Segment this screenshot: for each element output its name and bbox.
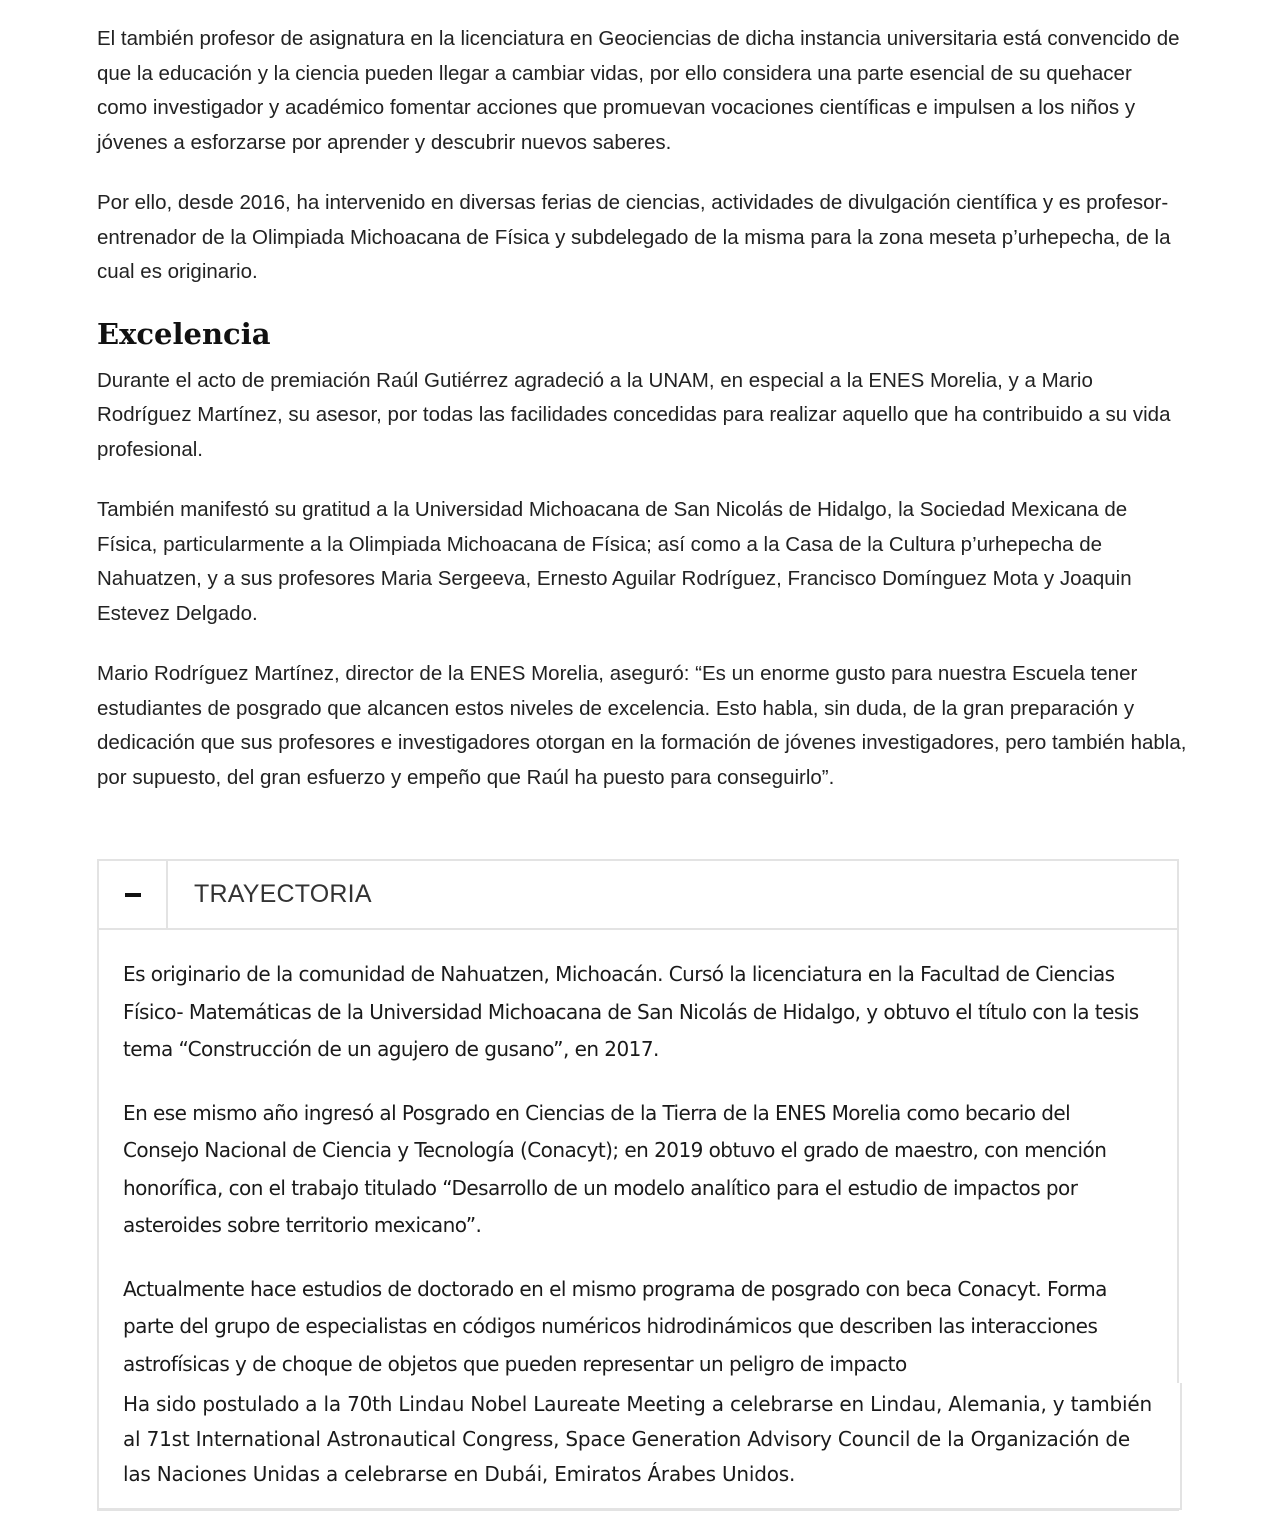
accordion-paragraph: Ha sido postulado a la 70th Lindau Nobel Laureate Meeting a celebrarse en Lindau, Alemania, y también al 71st International Astronautical Congress, Space Generation Advisory Council de la Organización de las Naciones Unidas a celebrarse en Dubái, Emiratos Árabes Unidos. xyxy=(123,1392,1152,1486)
accordion-collapse-button[interactable] xyxy=(99,861,168,928)
accordion-header[interactable] xyxy=(99,861,1177,930)
article-paragraph: Durante el acto de premiación Raúl Gutiérrez agradeció a la UNAM, en especial a la ENES Morelia, y a Mario Rodríguez Martínez, su asesor, por todas las facilidades concedidas para realizar aquello que ha contribuido a su vida profesional. xyxy=(97,368,1171,461)
accordion-paragraph: En ese mismo año ingresó al Posgrado en Ciencias de la Tierra de la ENES Morelia como becario del Consejo Nacional de Ciencia y Tecnología (Conacyt); en 2019 obtuvo el grado de maestro, con mención honorífica, con el trabajo titulado “Desarrollo de un modelo analítico para el estudio de impactos por asteroides sobre territorio mexicano”. xyxy=(123,1100,1107,1237)
article-body xyxy=(97,22,1187,821)
article-paragraph: Mario Rodríguez Martínez, director de la ENES Morelia, aseguró: “Es un enorme gusto para nuestra Escuela tener estudiantes de posgrado que alcancen estos niveles de excelencia. Esto habla, sin duda, de la gran preparación y dedicación que sus profesores e investigadores otorgan en la formación de jóvenes investigadores, pero también habla, por supuesto, del gran esfuerzo y empeño que Raúl ha puesto para conseguirlo”. xyxy=(97,662,1187,789)
section-heading: Excelencia xyxy=(97,316,271,351)
article-paragraph: Por ello, desde 2016, ha intervenido en diversas ferias de ciencias, actividades de divulgación científica y es profesor-entrenador de la Olimpiada Michoacana de Física y subdelegado de la misma para la zona meseta p’urhepecha, de la cual es originario. xyxy=(97,191,1171,283)
accordion-overlay-paragraph-block xyxy=(97,1383,1182,1510)
accordion-content xyxy=(99,930,1177,1383)
accordion-paragraph: Es originario de la comunidad de Nahuatzen, Michoacán. Cursó la licenciatura en la Facultad de Ciencias Físico- Matemáticas de la Universidad Michoacana de San Nicolás de Hidalgo, y obtuvo el título con la tesis tema “Construcción de un agujero de gusano”, en 2017. xyxy=(123,962,1139,1061)
article-paragraph: El también profesor de asignatura en la licenciatura en Geociencias de dicha instancia universitaria está convencido de que la educación y la ciencia pueden llegar a cambiar vidas, por ello considera una parte esencial de su quehacer como investigador y académico fomentar acciones que promuevan vocaciones científicas e impulsen a los niños y jóvenes a esforzarse por aprender y descubrir nuevos saberes. xyxy=(97,27,1180,154)
article-paragraph: También manifestó su gratitud a la Universidad Michoacana de San Nicolás de Hidalgo, la Sociedad Mexicana de Física, particularmente a la Olimpiada Michoacana de Física; así como a la Casa de la Cultura p’urhepecha de Nahuatzen, y a sus profesores Maria Sergeeva, Ernesto Aguilar Rodríguez, Francisco Domínguez Mota y Joaquin Estevez Delgado. xyxy=(97,498,1132,625)
accordion-paragraph: Actualmente hace estudios de doctorado en el mismo programa de posgrado con beca Conacyt. Forma parte del grupo de especialistas en códigos numéricos hidrodinámicos que describen las interacciones astrofísicas y de choque de objetos que pueden representar un peligro de impacto xyxy=(123,1276,1107,1376)
accordion-title[interactable]: TRAYECTORIA xyxy=(194,880,372,908)
minus-icon xyxy=(125,893,141,897)
